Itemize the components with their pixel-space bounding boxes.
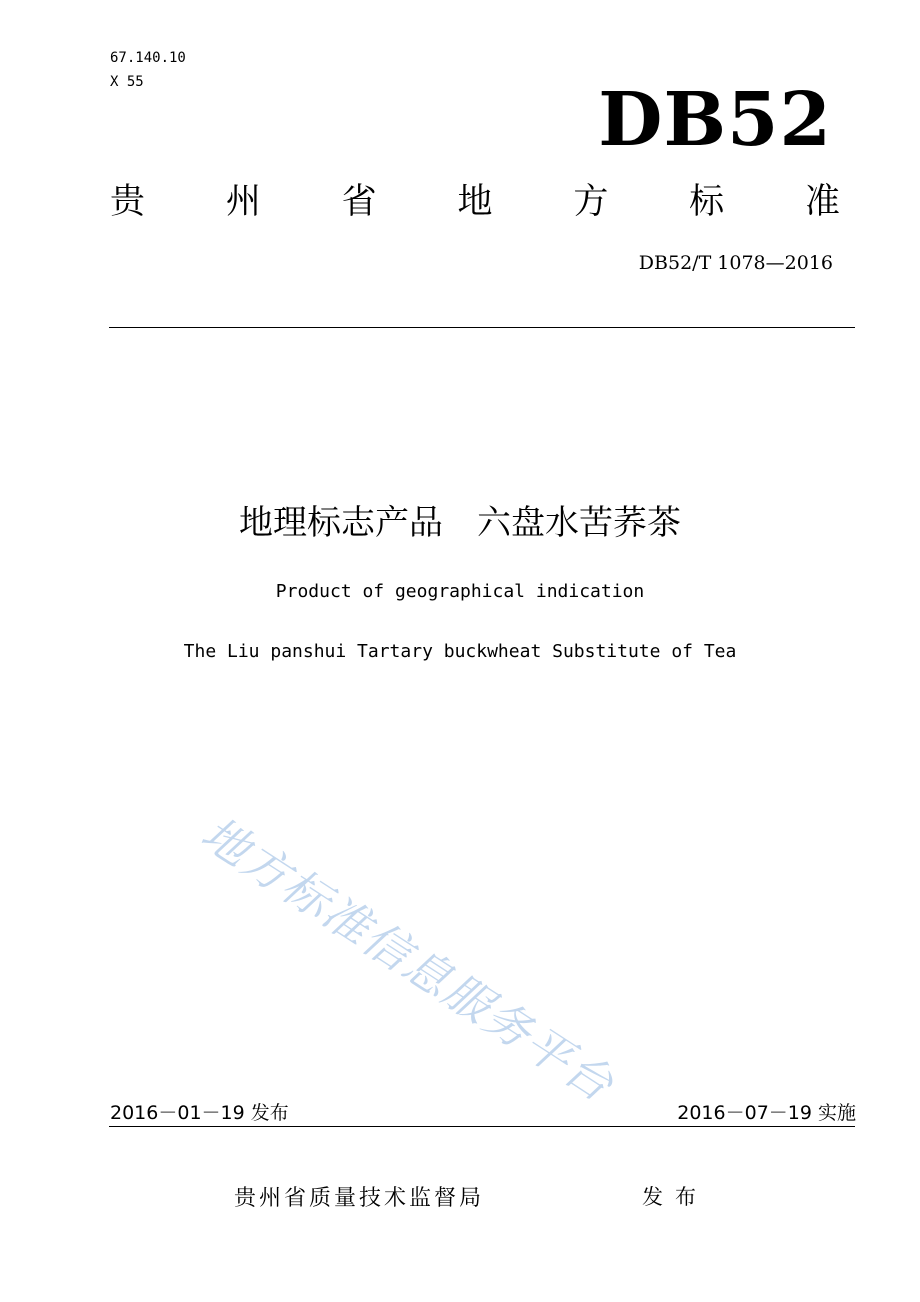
standard-type-char: 标 [689, 182, 725, 222]
standard-type-char: 方 [573, 182, 609, 222]
issue-label: 发布 [642, 1185, 708, 1209]
watermark: 地方标准信息服务平台 [192, 805, 625, 1113]
issuing-authority: 贵州省质量技术监督局 [234, 1186, 485, 1211]
bottom-divider [109, 1126, 855, 1127]
classification-codes [110, 46, 186, 94]
standard-type-char: 贵 [110, 182, 146, 222]
ics-code: 67.140.10 [110, 50, 186, 66]
region-code: DB52 [598, 77, 832, 163]
document-title-chinese: 地理标志产品 六盘水苦荞茶 [239, 503, 681, 543]
standard-type-char: 准 [804, 182, 840, 222]
standard-number: DB52/T 1078—2016 [638, 252, 833, 274]
standard-type-char: 省 [341, 182, 377, 222]
document-title-english-line2: The Liu panshui Tartary buckwheat Substitute of Tea [183, 641, 737, 662]
document-title-english-line1: Product of geographical indication [275, 581, 645, 602]
standard-type [110, 178, 840, 226]
ccs-code: X 55 [110, 74, 144, 90]
publish-date: 2016－01－19 发布 [110, 1102, 289, 1124]
top-divider [109, 327, 855, 328]
standard-type-char: 地 [457, 182, 493, 222]
standard-type-char: 州 [225, 182, 261, 222]
effective-date: 2016－07－19 实施 [677, 1102, 856, 1124]
